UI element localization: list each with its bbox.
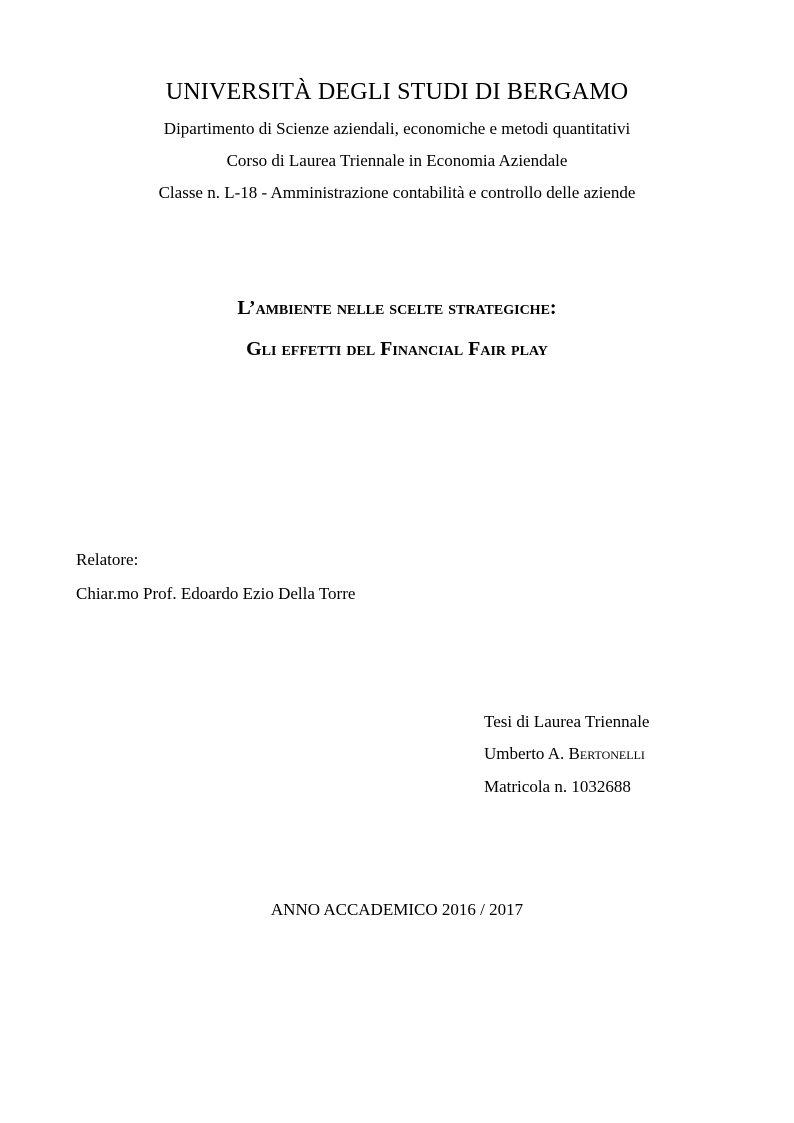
thesis-title-line-1: L’ambiente nelle scelte strategiche: xyxy=(237,297,557,319)
candidate-given-names: Umberto A. xyxy=(484,744,569,763)
candidate-matricola: Matricola n. 1032688 xyxy=(484,777,631,796)
thesis-type: Tesi di Laurea Triennale xyxy=(484,712,650,731)
department-name: Dipartimento di Scienze aziendali, economiche e metodi quantitativi xyxy=(163,119,631,138)
academic-year: ANNO ACCADEMICO 2016 / 2017 xyxy=(270,900,524,919)
degree-class: Classe n. L-18 - Amministrazione contabilità e controllo delle aziende xyxy=(158,183,636,202)
candidate-surname: Bertonelli xyxy=(568,744,645,763)
supervisor-label: Relatore: xyxy=(76,550,139,569)
university-name: UNIVERSITÀ DEGLI STUDI DI BERGAMO xyxy=(165,79,629,105)
thesis-title-line-2: Gli effetti del Financial Fair play xyxy=(246,338,548,360)
course-name: Corso di Laurea Triennale in Economia Aziendale xyxy=(226,151,568,170)
candidate-name xyxy=(484,744,645,764)
supervisor-name: Chiar.mo Prof. Edoardo Ezio Della Torre xyxy=(76,584,356,603)
